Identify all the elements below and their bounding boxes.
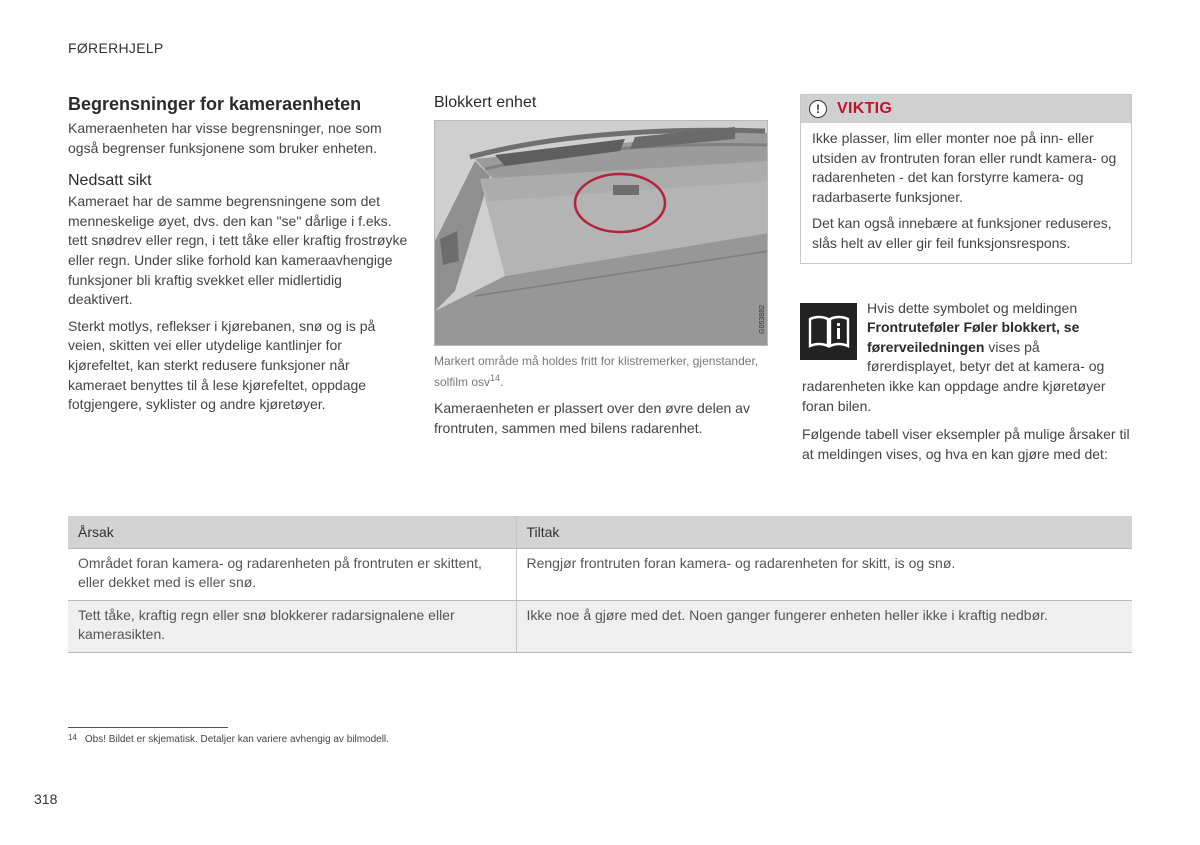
important-title: VIKTIG xyxy=(837,100,893,117)
important-paragraph-2: Det kan også innebære at funksjoner reduseres, slås helt av eller gir feil funksjonsrespons. xyxy=(812,215,1112,251)
important-body xyxy=(801,123,1131,263)
figure-code: G053882 xyxy=(759,305,766,334)
causes-table xyxy=(68,516,1132,653)
important-paragraph-1: Ikke plasser, lim eller monter noe på inn- eller utsiden av frontruten foran eller rundt kamera- og radarenheten - det kan forstyrre kamera- og radarbaserte funksjoner. xyxy=(812,130,1117,205)
info-book-icon xyxy=(800,303,857,360)
open-book-info-icon xyxy=(807,313,851,349)
caption-footnote-ref: 14 xyxy=(490,373,501,383)
symbol-text-after: vises på førerdisplayet, betyr det at kamera- og radarenheten ikke kan oppdage andre kjøretøyer foran bilen. xyxy=(802,338,1106,414)
cell-cause: Tett tåke, kraftig regn eller snø blokkerer radarsignalene eller kamerasikten. xyxy=(68,600,516,652)
column-warning xyxy=(800,94,1132,464)
important-header xyxy=(801,95,1131,123)
camera-location-paragraph: Kameraenheten er plassert over den øvre delen av frontruten, sammen med bilens radarenhet. xyxy=(434,400,750,436)
section-label: FØRERHJELP xyxy=(68,40,164,56)
cell-cause: Området foran kamera- og radarenheten på frontruten er skittent, eller dekket med is eller snø. xyxy=(68,548,516,600)
column-blocked-unit xyxy=(434,94,768,438)
intro-paragraph: Kameraenheten har visse begrensninger, noe som også begrenser funksjonene som bruker enheten. xyxy=(68,120,382,156)
caption-text: Markert område må holdes fritt for klistremerker, gjenstander, solfilm osv xyxy=(434,354,759,389)
table-row xyxy=(68,548,1132,600)
windshield-illustration xyxy=(434,120,768,346)
page-number: 318 xyxy=(34,791,58,807)
footnote-number: 14 xyxy=(68,733,77,742)
table-header-row xyxy=(68,516,1132,548)
header-action: Tiltak xyxy=(516,516,1132,548)
visibility-paragraph: Kameraet har de samme begrensningene som det menneskelige øyet, dvs. den kan "se" dårlige i f.eks. tett snødrev eller regn, i tett tåke eller kraftig frostrøyke eller regn. Under slike forhold kan kameraavhengige funksjoner bli kraftig svekket eller midlertidig deaktivert. xyxy=(68,193,408,308)
footnote-text: Obs! Bildet er skjematisk. Detaljer kan variere avhengig av bilmodell. xyxy=(84,734,389,745)
symbol-message-block xyxy=(800,299,1132,465)
exclamation-icon: ! xyxy=(809,100,827,118)
symbol-text-before: Hvis dette symbolet og meldingen xyxy=(867,299,1078,316)
figure-caption: Markert område må holdes fritt for klistremerker, gjenstander, solfilm osv$^{14}$. xyxy=(434,354,759,389)
cell-action: Rengjør frontruten foran kamera- og radarenheten for skitt, is og snø. xyxy=(516,548,1132,600)
subheading-reduced-visibility: Nedsatt sikt xyxy=(68,172,152,190)
cell-action: Ikke noe å gjøre med det. Noen ganger fungerer enheten heller ikke i kraftig nedbør. xyxy=(516,600,1132,652)
subheading-blocked-unit: Blokkert enhet xyxy=(434,94,537,111)
column-limitations xyxy=(68,94,408,415)
table-intro-paragraph: Følgende tabell viser eksempler på mulige årsaker til at meldingen vises, og hva en kan gjøre med det: xyxy=(802,426,1130,462)
car-windshield-drawing xyxy=(435,121,768,346)
page-heading: Begrensninger for kameraenheten xyxy=(68,94,362,114)
important-box xyxy=(800,94,1132,264)
symbol-message: Frontruteføler Føler blokkert, se førerveiledningen xyxy=(867,319,1080,355)
header-cause: Årsak xyxy=(68,516,516,548)
glare-paragraph: Sterkt motlys, reflekser i kjørebanen, snø og is på veien, skitten vei eller utydelige kantlinjer for kjørefeltet, kan sterkt redusere funksjoner når kameraet benyttes til å lese kjørefeltet, oppdage fotgjengere, syklister og andre kjøretøyer. xyxy=(68,317,376,413)
footnote-divider xyxy=(68,727,228,728)
table-row xyxy=(68,600,1132,652)
footnote xyxy=(68,733,389,745)
